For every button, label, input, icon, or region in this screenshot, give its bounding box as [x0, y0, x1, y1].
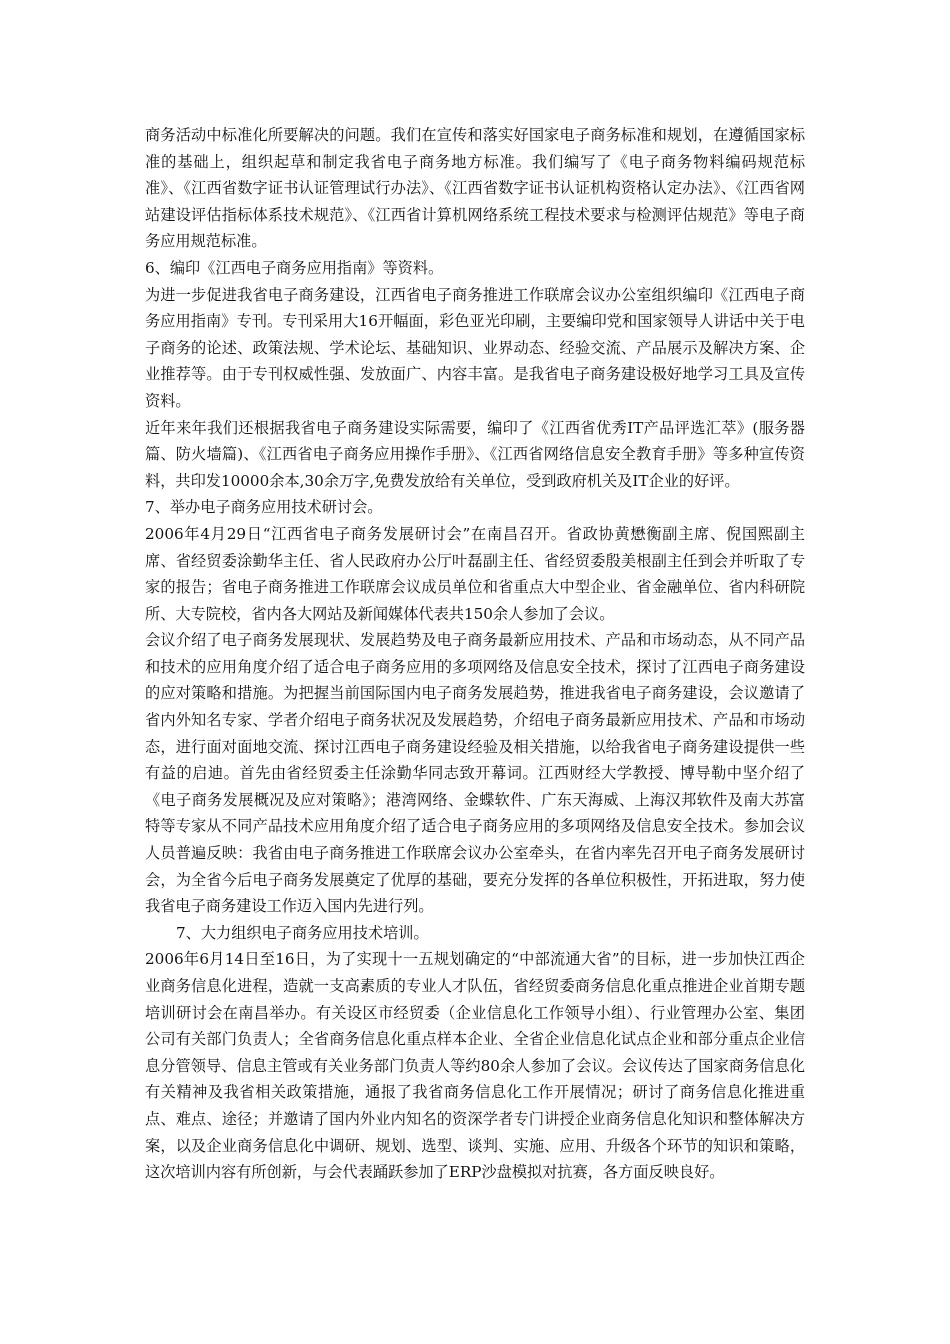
paragraph-guide-journal: 为进一步促进我省电子商务建设，江西省电子商务推进工作联席会议办公室组织编印《江西电子商务应用指南》专刊。专刊采用大16开幅面，彩色亚光印刷，主要编印党和国家领导人讲话中关于电子商务的论述、政策法规、学术论坛、基础知识、业界动态、经验交流、产品展示及解决方案、企业推荐等。由于专刊权威性强、发放面广、内容丰富。是我省电子商务建设极好地学习工具及宣传资料。 [145, 285, 805, 410]
paragraph-seminar-content: 会议介绍了电子商务发展现状、发展趋势及电子商务最新应用技术、产品和市场动态，从不同产品和技术的应用角度介绍了适合电子商务应用的多项网络及信息安全技术，探讨了江西电子商务建设的应对策略和措施。为把握当前国际国内电子商务发展趋势，推进我省电子商务建设，会议邀请了省内外知名专家、学者介绍电子商务状况及发展趋势，介绍电子商务最新应用技术、产品和市场动态，进行面对面地交流、探讨江西电子商务建设经验及相关措施，以给我省电子商务建设提供一些有益的启迪。首先由省经贸委主任涂勤华同志致开幕词。江西财经大学教授、博导勒中坚介绍了《电子商务发展概况及应对策略》；港湾网络、金蝶软件、广东天海威、上海汉邦软件及南大苏富特等专家从不同产品技术应用角度介绍了适合电子商务应用的多项网络及信息安全技术。参加会议人员普遍反映：我省由电子商务推进工作联席会议办公室牵头，在省内率先召开电子商务发展研讨会，为全省今后电子商务发展奠定了优厚的基础，要充分发挥的各单位积极性，开拓进取，努力使我省电子商务建设工作迈入国内先进行列。 [145, 631, 805, 916]
paragraph-standards: 商务活动中标准化所要解决的问题。我们在宣传和落实好国家电子商务标准和规划，在遵循国家标准的基础上，组织起草和制定我省电子商务地方标准。我们编写了《电子商务物料编码规范标准》、《江西省数字证书认证管理试行办法》、《江西省数字证书认证机构资格认定办法》、《江西省网站建设评估指标体系技术规范》、《江西省计算机网络系统工程技术要求与检测评估规范》等电子商务应用规范标准。 [145, 126, 805, 251]
heading-training: 7、大力组织电子商务应用技术培训。 [176, 923, 429, 942]
document-body [145, 122, 805, 1186]
heading-seminar: 7、举办电子商务应用技术研讨会。 [145, 498, 383, 517]
paragraph-seminar-2006: 2006年4月29日“江西省电子商务发展研讨会”在南昌召开。省政协黄懋衡副主席、倪国熙副主席、省经贸委涂勤华主任、省人民政府办公厅叶磊副主任、省经贸委殷美根副主任到会并听取了专家的报告；省电子商务推进工作联席会议成员单位和省重点大中型企业、省金融单位、省内科研院所、大专院校，省内各大网站及新闻媒体代表共150余人参加了会议。 [145, 524, 805, 623]
paragraph-publicity-materials: 近年来年我们还根据我省电子商务建设实际需要，编印了《江西省优秀IT产品评选汇萃》(服务器篇、防火墙篇)、《江西省电子商务应用操作手册》、《江西省网络信息安全教育手册》等多种宣传资料，共印发10000余本,30余万字,免费发放给有关单位，受到政府机关及IT企业的好评。 [145, 418, 805, 490]
heading-compile-guide: 6、编印《江西电子商务应用指南》等资料。 [145, 258, 444, 277]
paragraph-training-2006: 2006年6月14日至16日，为了实现十一五规划确定的“中部流通大省”的目标，进一步加快江西企业商务信息化进程，造就一支高素质的专业人才队伍，省经贸委商务信息化重点推进企业首期专题培训研讨会在南昌举办。有关设区市经贸委（企业信息化工作领导小组）、行业管理办公室、集团公司有关部门负责人；全省商务信息化重点样本企业、全省企业信息化试点企业和部分重点企业信息分管领导、信息主管或有关业务部门负责人等约80余人参加了会议。会议传达了国家商务信息化有关精神及我省相关政策措施，通报了我省商务信息化工作开展情况；研讨了商务信息化推进重点、难点、途径；并邀请了国内外业内知名的资深学者专门讲授企业商务信息化知识和整体解决方案，以及企业商务信息化中调研、规划、选型、谈判、实施、应用、升级各个环节的知识和策略，这次培训内容有所创新，与会代表踊跃参加了ERP沙盘模拟对抗赛，各方面反映良好。 [145, 950, 805, 1182]
